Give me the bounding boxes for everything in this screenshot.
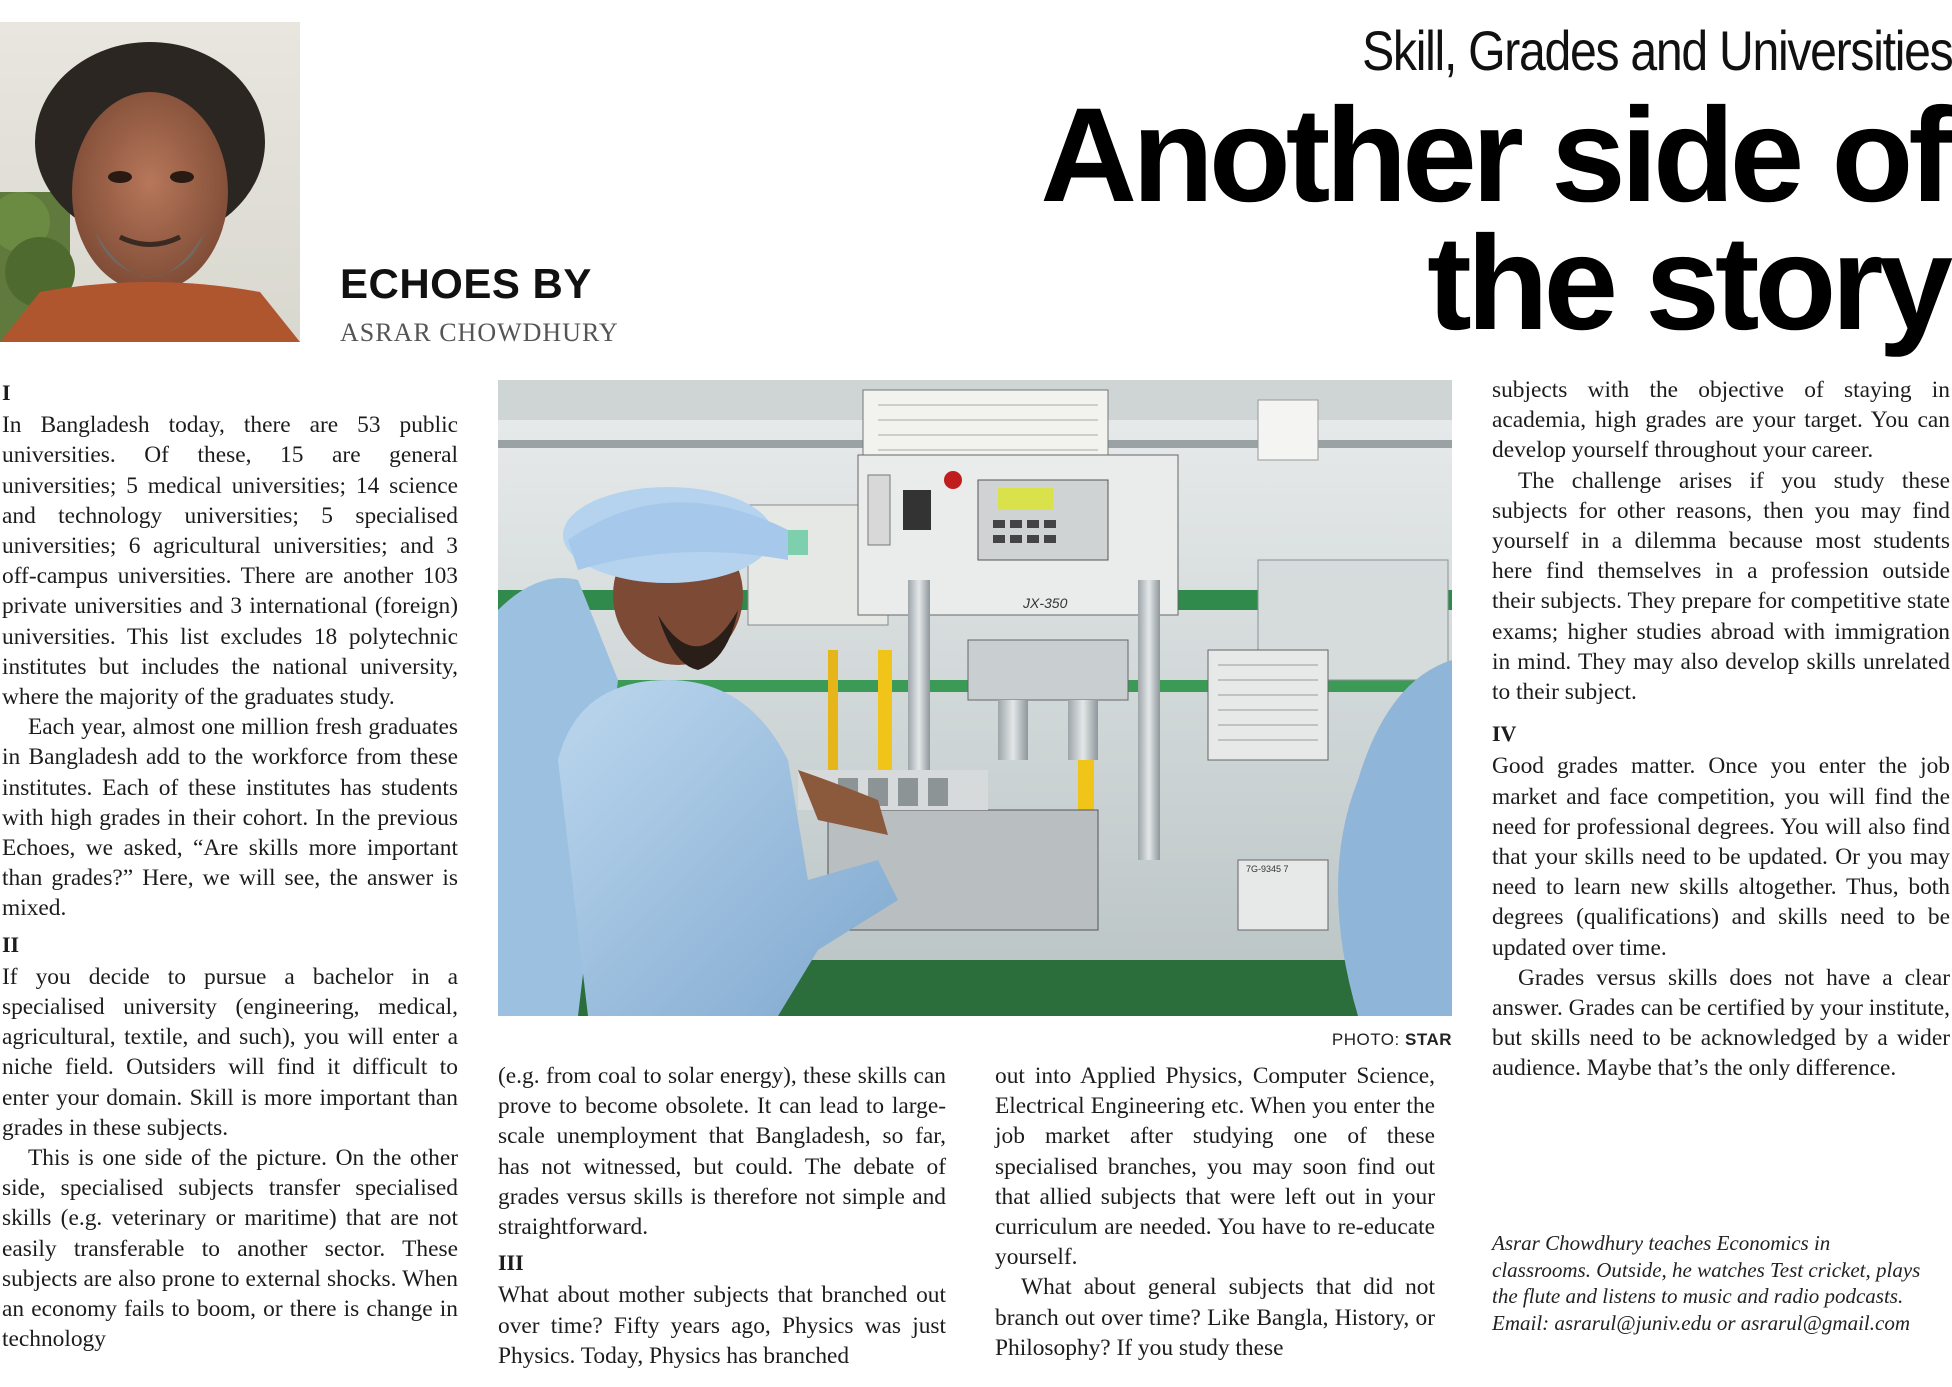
- author-name: ASRAR CHOWDHURY: [340, 318, 619, 347]
- headline-line-2: the story: [1427, 209, 1948, 358]
- article-column-1: [2, 378, 458, 1355]
- paragraph: Each year, almost one million fresh graduates in Bangladesh add to the workforce from these institutes. Each of these institutes has students with high grades in their cohort. In the previous Echoes, we asked, “Are skills more important than grades?” Here, we will see, the answer is mixed.: [2, 714, 458, 922]
- headline-line-1: Another side of: [1040, 81, 1948, 230]
- bio-text: Asrar Chowdhury teaches Economics in classrooms. Outside, he watches Test cricket, plays the flute and listens to music and radio podcasts. Email: asrarul@juniv.edu or asrarul@gmail.com: [1492, 1231, 1921, 1335]
- paragraph: What about general subjects that did not branch out over time? Like Bangla, History, or Philosophy? If you study these: [995, 1274, 1435, 1361]
- paragraph: If you decide to pursue a bachelor in a specialised university (engineering, medical, agricultural, textile, and such), you will enter a niche field. Outsiders will find it difficult to enter your domain. Skill is more important than grades in these subjects.: [2, 963, 458, 1141]
- paragraph: (e.g. from coal to solar energy), these skills can prove to become obsolete. It can lead to large-scale unemployment that Bangladesh, so far, has not witnessed, but could. The debate of grades versus skills is therefore not simple and straightforward.: [498, 1063, 946, 1241]
- paragraph: Grades versus skills does not have a clear answer. Grades can be certified by your institute, but skills need to be acknowledged by a wider audience. Maybe that’s the only difference.: [1492, 964, 1950, 1082]
- credit-prefix: PHOTO:: [1331, 1030, 1405, 1049]
- machine-tag: 7G-9345 7: [1246, 864, 1289, 874]
- kicker: Skill, Grades and Universities: [1361, 19, 1952, 82]
- author-portrait: [0, 22, 300, 342]
- article-column-3: [995, 1061, 1435, 1363]
- column-name: ECHOES BY: [340, 260, 592, 307]
- paragraph: What about mother subjects that branched out over time? Fifty years ago, Physics was just Physics. Today, Physics has branched: [498, 1282, 946, 1369]
- section-heading: II: [2, 931, 20, 957]
- photo-credit: [1332, 1030, 1452, 1050]
- article-column-4: [1492, 375, 1950, 1084]
- author-bio: [1492, 1230, 1932, 1336]
- paragraph: In Bangladesh today, there are 53 public universities. Of these, 15 are general universities; 5 medical universities; 14 science and technology universities; 5 specialised universities; 6 agricultural universities; and 3 off-campus universities. There are another 103 private universities and 3 international (foreign) universities. This list excludes 18 polytechnic institutes but includes the national university, where the majority of the graduates study.: [2, 412, 458, 711]
- section-heading: IV: [1492, 721, 1517, 747]
- section-heading: I: [2, 380, 11, 405]
- section-heading: III: [498, 1250, 524, 1276]
- machine-label: JX-350: [1023, 595, 1068, 611]
- headline: [1040, 81, 1948, 358]
- article-column-2: [498, 1061, 946, 1371]
- paragraph: subjects with the objective of staying in academia, high grades are your target. You can develop yourself throughout your career.: [1492, 377, 1950, 464]
- paragraph: This is one side of the picture. On the other side, specialised subjects transfer specialised skills (e.g. veterinary or maritime) that are not easily transferable to another sector. These subjects are also prone to external shocks. When an economy fails to boom, or there is change in technology: [2, 1145, 458, 1353]
- paragraph: The challenge arises if you study these subjects for other reasons, then you may find yourself in a dilemma because most students here find themselves in a profession outside their subjects. They prepare for competitive state exams; higher studies abroad with immigration in mind. They may also develop skills unrelated to their subject.: [1492, 467, 1950, 706]
- credit-source: STAR: [1404, 1030, 1452, 1049]
- paragraph: Good grades matter. Once you enter the job market and face competition, you will find the need for professional degrees. You will also find that your skills need to be updated. Or you may need to learn new skills altogether. Thus, both degrees (qualifications) and skills need to be updated over time.: [1492, 753, 1950, 961]
- paragraph: out into Applied Physics, Computer Science, Electrical Engineering etc. When you enter the job market after studying one of these specialised branches, you may soon find out that allied subjects that were left out in your curriculum are needed. You have to re-educate yourself.: [995, 1063, 1435, 1271]
- factory-photo: [498, 380, 1452, 1016]
